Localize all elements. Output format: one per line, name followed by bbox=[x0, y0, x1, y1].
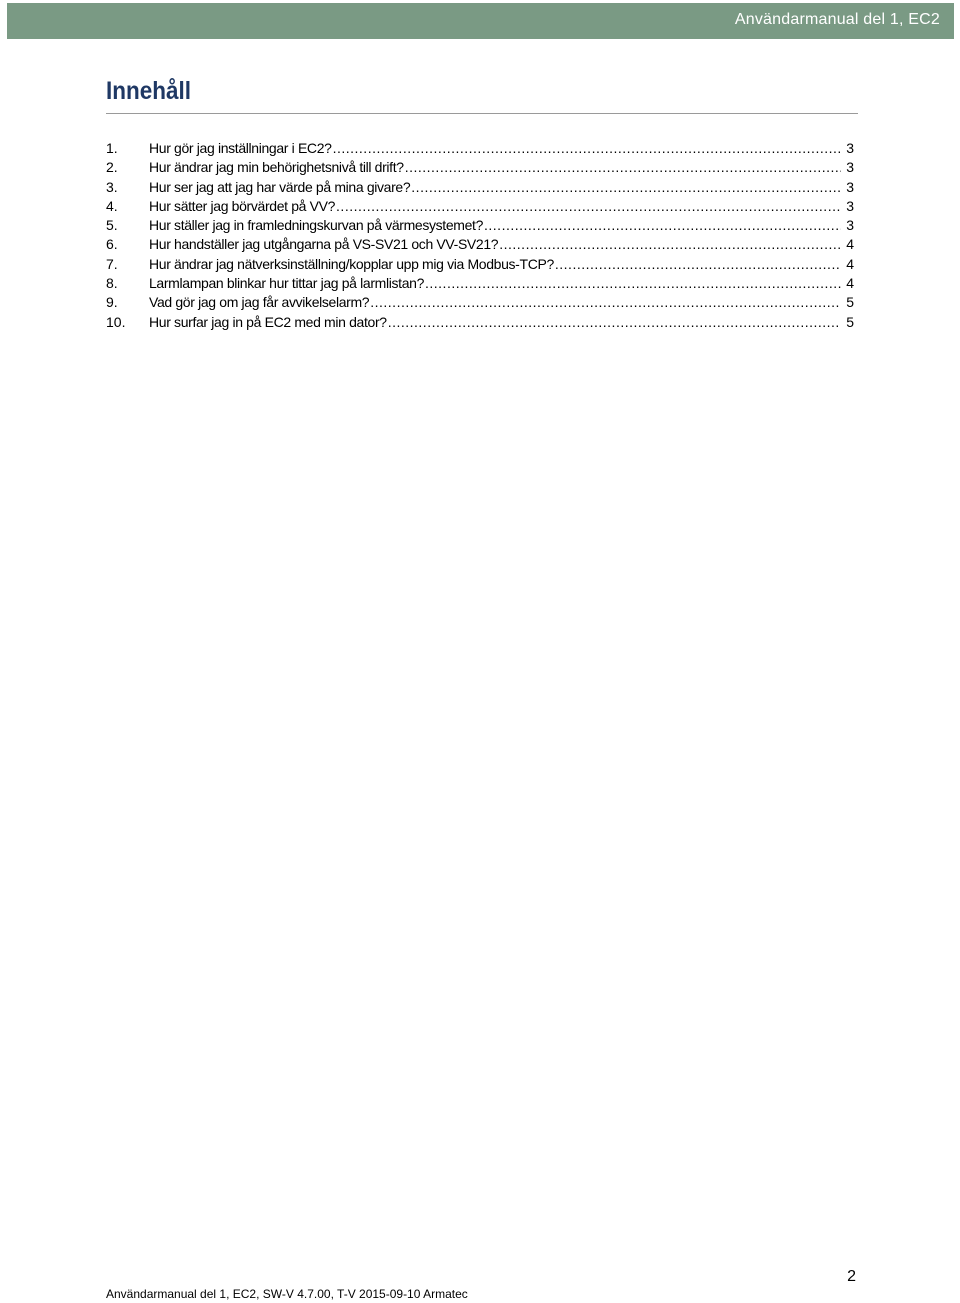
page-title: Innehåll bbox=[106, 77, 192, 105]
toc-dot-leader bbox=[411, 178, 841, 197]
footer-text: Användarmanual del 1, EC2, SW-V 4.7.00, T-V 2015-09-10 Armatec bbox=[106, 1287, 468, 1301]
toc-entry-label: Hur ställer jag in framledningskurvan på värmesystemet? bbox=[149, 217, 484, 234]
toc-entry[interactable] bbox=[106, 235, 854, 254]
toc-entry-label: Vad gör jag om jag får avvikelselarm? bbox=[149, 294, 370, 311]
toc-dot-leader bbox=[555, 255, 841, 274]
toc-entry-label: Hur sätter jag börvärdet på VV? bbox=[149, 197, 336, 214]
toc-entry-number: 8. bbox=[106, 275, 118, 292]
title-divider bbox=[106, 113, 858, 114]
toc-entry[interactable] bbox=[106, 158, 854, 177]
toc-entry-page: 5 bbox=[846, 294, 854, 311]
table-of-contents bbox=[106, 139, 854, 332]
toc-dot-leader bbox=[484, 216, 841, 235]
toc-entry-number: 9. bbox=[106, 294, 118, 311]
toc-entry-page: 4 bbox=[846, 255, 854, 272]
toc-entry-number: 10. bbox=[106, 313, 126, 330]
header-bar bbox=[7, 3, 954, 39]
toc-entry-page: 4 bbox=[846, 275, 854, 292]
toc-dot-leader bbox=[336, 197, 841, 216]
page-number: 2 bbox=[847, 1268, 856, 1285]
toc-entry[interactable] bbox=[106, 197, 854, 216]
toc-entry-page: 5 bbox=[846, 313, 854, 330]
toc-entry-label: Larmlampan blinkar hur tittar jag på larmlistan? bbox=[149, 275, 424, 292]
toc-dot-leader bbox=[333, 139, 842, 158]
header-title: Användarmanual del 1, EC2 bbox=[734, 11, 940, 28]
toc-entry[interactable] bbox=[106, 313, 854, 332]
toc-entry-label: Hur ser jag att jag har värde på mina givare? bbox=[149, 178, 411, 195]
toc-entry[interactable] bbox=[106, 178, 854, 197]
toc-entry-number: 1. bbox=[106, 140, 118, 156]
toc-entry-label: Hur handställer jag utgångarna på VS-SV21 och VV-SV21? bbox=[149, 236, 499, 253]
toc-entry-label: Hur ändrar jag min behörighetsnivå till drift? bbox=[149, 159, 404, 176]
toc-entry-page: 4 bbox=[846, 236, 854, 253]
toc-entry-page: 3 bbox=[846, 159, 854, 176]
toc-entry-number: 6. bbox=[106, 236, 118, 253]
toc-entry[interactable] bbox=[106, 216, 854, 235]
toc-dot-leader bbox=[370, 293, 841, 312]
toc-entry-page: 3 bbox=[846, 197, 854, 214]
toc-entry-page: 3 bbox=[846, 217, 854, 234]
toc-dot-leader bbox=[425, 274, 841, 293]
toc-entry-number: 2. bbox=[106, 159, 118, 176]
toc-entry-page: 3 bbox=[846, 178, 854, 195]
toc-entry-label: Hur gör jag inställningar i EC2? bbox=[149, 140, 332, 156]
toc-entry[interactable] bbox=[106, 274, 854, 293]
toc-entry[interactable] bbox=[106, 293, 854, 312]
toc-dot-leader bbox=[405, 158, 842, 177]
toc-entry-number: 3. bbox=[106, 178, 118, 195]
toc-entry[interactable] bbox=[106, 139, 854, 158]
toc-entry[interactable] bbox=[106, 255, 854, 274]
toc-entry-number: 7. bbox=[106, 255, 118, 272]
toc-entry-number: 5. bbox=[106, 217, 118, 234]
toc-entry-label: Hur ändrar jag nätverksinställning/kopplar upp mig via Modbus-TCP? bbox=[149, 255, 554, 272]
toc-entry-label: Hur surfar jag in på EC2 med min dator? bbox=[149, 313, 387, 330]
toc-entry-number: 4. bbox=[106, 197, 118, 214]
toc-dot-leader bbox=[499, 235, 841, 254]
toc-entry-page: 3 bbox=[846, 140, 854, 156]
toc-dot-leader bbox=[388, 313, 842, 332]
